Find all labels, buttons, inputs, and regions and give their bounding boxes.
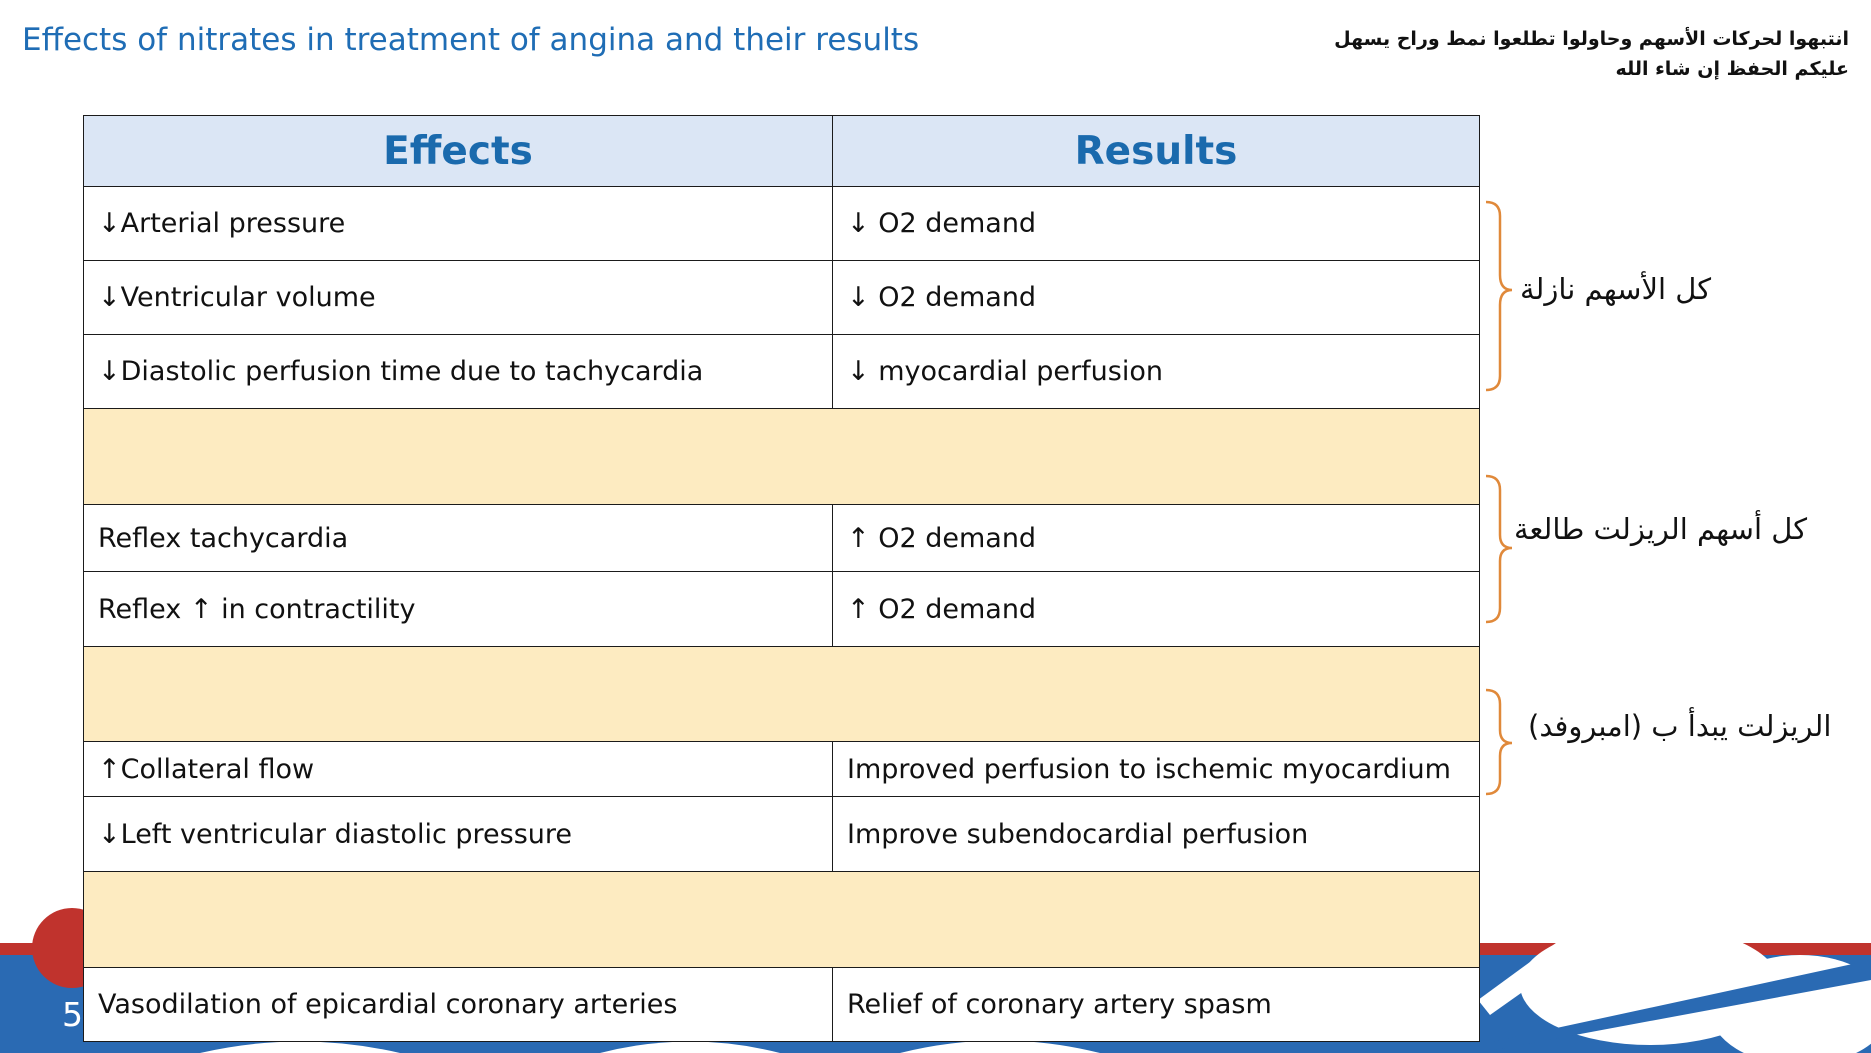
effect-cell: Reflex tachycardia xyxy=(84,505,833,572)
band-cell xyxy=(84,647,1480,742)
table-row-band xyxy=(84,872,1480,968)
result-cell: Improved perfusion to ischemic myocardium xyxy=(833,742,1480,797)
slide-title: Effects of nitrates in treatment of angina and their results xyxy=(22,22,920,58)
effect-cell: ↓Left ventricular diastolic pressure xyxy=(84,797,833,872)
result-cell: Relief of coronary artery spasm xyxy=(833,968,1480,1042)
arabic-note-line-2: عليكم الحفظ إن شاء الله xyxy=(1615,58,1849,80)
band-cell xyxy=(84,872,1480,968)
result-cell: ↑ O2 demand xyxy=(833,505,1480,572)
header-results: Results xyxy=(833,116,1480,187)
table-row xyxy=(84,187,1480,261)
effect-cell: ↓Ventricular volume xyxy=(84,261,833,335)
effects-results-table xyxy=(83,115,1480,1042)
effect-cell: ↓Arterial pressure xyxy=(84,187,833,261)
table-row xyxy=(84,505,1480,572)
annotation-all-down: كل الأسهم نازلة xyxy=(1520,272,1712,306)
table-header-row xyxy=(84,116,1480,187)
page-number: 5 xyxy=(62,995,83,1034)
annotation-results-up: كل أسهم الريزلت طالعة xyxy=(1514,512,1808,546)
result-cell: ↑ O2 demand xyxy=(833,572,1480,647)
bracket-all-down xyxy=(1486,202,1512,390)
table-row xyxy=(84,968,1480,1042)
header-effects: Effects xyxy=(84,116,833,187)
table-row xyxy=(84,335,1480,409)
effect-cell: ↓Diastolic perfusion time due to tachycardia xyxy=(84,335,833,409)
arabic-note xyxy=(1334,24,1849,84)
bracket-results-up xyxy=(1486,476,1512,622)
table-row xyxy=(84,797,1480,872)
effect-cell: Reflex ↑ in contractility xyxy=(84,572,833,647)
table-row-band xyxy=(84,647,1480,742)
effect-cell: ↑Collateral flow xyxy=(84,742,833,797)
table-row xyxy=(84,742,1480,797)
band-cell xyxy=(84,409,1480,505)
bracket-results-improved xyxy=(1486,690,1512,794)
table-row xyxy=(84,261,1480,335)
result-cell: ↓ O2 demand xyxy=(833,187,1480,261)
effect-cell: Vasodilation of epicardial coronary arteries xyxy=(84,968,833,1042)
arabic-note-line-1: انتبهوا لحركات الأسهم وحاولوا تطلعوا نمط وراح يسهل xyxy=(1334,28,1849,50)
table-row xyxy=(84,572,1480,647)
result-cell: Improve subendocardial perfusion xyxy=(833,797,1480,872)
result-cell: ↓ O2 demand xyxy=(833,261,1480,335)
annotation-results-improved: الريزلت يبدأ ب (امبروفد) xyxy=(1528,709,1832,743)
result-cell: ↓ myocardial perfusion xyxy=(833,335,1480,409)
table-row-band xyxy=(84,409,1480,505)
